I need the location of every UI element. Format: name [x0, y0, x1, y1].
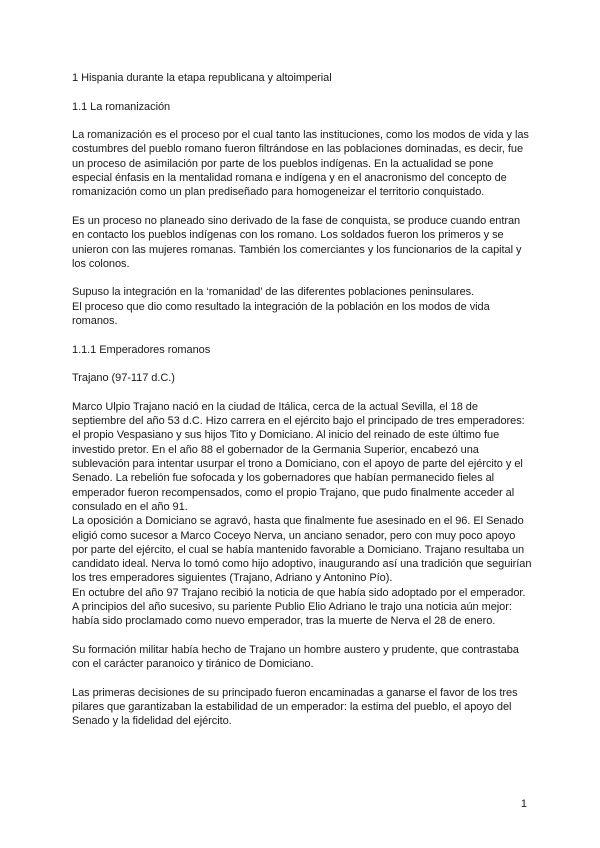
paragraph-romanizacion-process: Es un proceso no planeado sino derivado de la fase de conquista, se produce cuando entran en contacto los pueblos indígenas con los romano. Los soldados fueron los primeros y se unieron con las mujeres romanas. También los comerciantes y los funcionarios de la capital y los colonos.	[72, 214, 522, 270]
paragraph-trajano-nerva: La oposición a Domiciano se agravó, hasta que finalmente fue asesinado en el 96. El Senado eligió como sucesor a Marco Coceyo Nerva, un anciano senador, pero con muy poco apoyo por parte del ejército, el cual se había mantenido favorable a Domiciano. Trajano resultaba un candidato ideal. Nerva lo tomó como hijo adoptivo, inaugurando así una tradición que seguirían los tres emperadores siguientes (Trajano, Adriano y Antonino Pío).	[72, 515, 532, 585]
paragraph-trajano-birth: Marco Ulpio Trajano nació en la ciudad de Itálica, cerca de la actual Sevilla, el 18 de septiembre del año 53 d.C. Hizo carrera en el ejército bajo el principado de tres emperadores: el propio Vespasiano y sus hijos Tito y Domiciano. Al inicio del reinado de este último fue investido pretor. En el año 88 el gobernador de la Germania Superior, encabezó una sublevación para intentar usurpar el trono a Domiciano, con el apoyo de parte del ejército y el Senado. La rebelión fue sofocada y los gobernadores que habían permanecido fieles al emperador fueron recompensados, como el propio Trajano, que pudo finalmente acceder al consulado en el año 91.	[72, 400, 525, 513]
document-body	[72, 71, 532, 743]
paragraph-romanizacion-definition: La romanización es el proceso por el cual tanto las instituciones, como los modos de vida y las costumbres del pueblo romano fueron filtrándose en las poblaciones dominadas, es decir, fue un proceso de asimilación por parte de los pueblos indígenas. En la actualidad se pone especial énfasis en la mentalidad romana e indígena y en el anacronismo del concepto de romanización como un plan prediseñado para homogeneizar el territorio conquistado.	[72, 129, 529, 199]
paragraph-romanizacion-integration: Supuso la integración en la ‘romanidad’ de las diferentes poblaciones peninsulares.	[72, 286, 475, 299]
heading-emperadores: 1.1.1 Emperadores romanos	[72, 343, 211, 356]
heading-hispania: 1 Hispania durante la etapa republicana y altoimperial	[72, 72, 332, 84]
page-number: 1	[520, 798, 527, 810]
paragraph-trajano-decisions: Las primeras decisiones de su principado fueron encaminadas a ganarse el favor de los tres pilares que garantizaban la estabilidad de un emperador: la estima del pueblo, el apoyo del Senado y la fidelidad del ejército.	[72, 686, 518, 728]
heading-romanizacion: 1.1 La romanización	[72, 100, 171, 113]
paragraph-trajano-adoption: En octubre del año 97 Trajano recibió la noticia de que había sido adoptado por el emperador. A principios del año sucesivo, su pariente Publio Elio Adriano le trajo una noticia aún mejor: había sido proclamado como nuevo emperador, tras la muerte de Nerva el 28 de enero.	[72, 586, 526, 628]
subheading-trajano: Trajano (97-117 d.C.)	[72, 372, 175, 385]
paragraph-trajano-character: Su formación militar había hecho de Trajano un hombre austero y prudente, que contrastaba con el carácter paranoico y tiránico de Domiciano.	[72, 643, 519, 671]
paragraph-romanizacion-result: El proceso que dio como resultado la integración de la población en los modos de vida romanos.	[72, 300, 490, 328]
